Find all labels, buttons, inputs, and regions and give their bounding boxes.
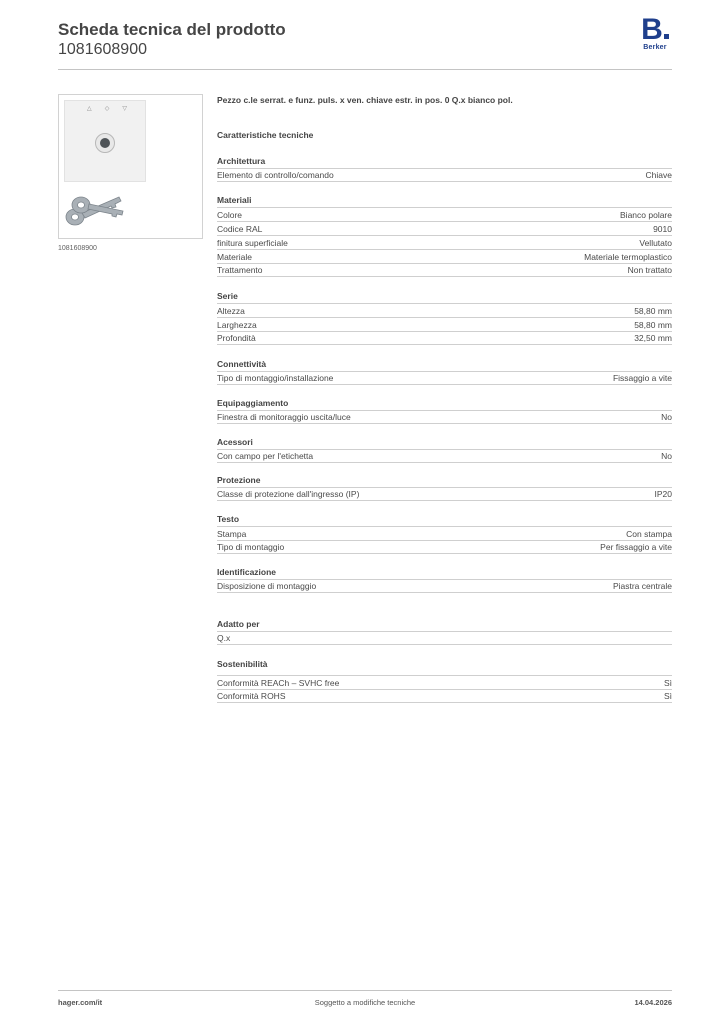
group-title-equipaggiamento: Equipaggiamento: [217, 398, 289, 408]
plate-symbols: [87, 105, 127, 112]
spec-value: Bianco polare: [620, 209, 672, 220]
group-title-testo: Testo: [217, 514, 240, 524]
spec-label: Disposizione di montaggio: [217, 581, 317, 591]
spec-value: IP20: [654, 489, 672, 499]
spec-value: Sì: [663, 691, 672, 701]
group-title-acessori: Acessori: [217, 437, 253, 447]
spec-value: Non trattato: [627, 265, 672, 275]
spec-row: [217, 168, 672, 182]
spec-row: [217, 317, 672, 331]
group-title-sostenibilita: Sostenibilità: [217, 659, 268, 669]
spec-value: Vellutato: [639, 237, 672, 248]
spec-row: [217, 303, 672, 317]
spec-row: [217, 371, 672, 385]
spec-row: [217, 579, 672, 593]
product-image: [58, 94, 203, 239]
spec-label: Codice RAL: [217, 223, 263, 234]
spec-value: Chiave: [645, 170, 672, 180]
spec-label: Con campo per l'etichetta: [217, 451, 314, 461]
spec-row: [217, 526, 672, 540]
spec-label: Conformità ROHS: [217, 691, 286, 701]
spec-label: Stampa: [217, 528, 247, 539]
spec-value: 32,50 mm: [634, 333, 672, 343]
spec-label: finitura superficiale: [217, 237, 288, 248]
spec-value: 58,80 mm: [634, 305, 672, 316]
page-header: [58, 13, 672, 68]
spec-label: Q.x: [217, 633, 231, 643]
image-caption: 1081608900: [58, 245, 97, 252]
spec-row: [217, 449, 672, 463]
spec-value: Per fissaggio a vite: [600, 542, 672, 552]
spec-row: [217, 540, 672, 554]
header-divider: [58, 69, 672, 70]
spec-value: Piastra centrale: [612, 581, 672, 591]
spec-label: Larghezza: [217, 319, 257, 330]
spec-row: [217, 331, 672, 345]
group-title-adatto-per: Adatto per: [217, 619, 260, 629]
up-arrow-icon: △: [87, 106, 92, 112]
spec-value: 9010: [653, 223, 672, 234]
spec-row: [217, 689, 672, 703]
spec-label: Profondità: [217, 333, 256, 343]
footer-divider: [58, 990, 672, 991]
spec-value: No: [661, 412, 672, 422]
spec-label: Materiale: [217, 251, 252, 262]
spec-row: [217, 487, 672, 501]
group-title-identificazione: Identificazione: [217, 567, 277, 577]
group-title-connettivita: Connettività: [217, 359, 267, 369]
spec-label: Finestra di monitoraggio uscita/luce: [217, 412, 351, 422]
page-title: Scheda tecnica del prodotto: [58, 20, 286, 39]
spec-row: [217, 235, 672, 249]
group-title-materiali: Materiali: [217, 195, 252, 205]
spec-value: Fissaggio a vite: [612, 373, 672, 383]
spec-value: Con stampa: [626, 528, 672, 539]
stop-icon: ◇: [104, 106, 110, 112]
spec-label: Classe di protezione dall'ingresso (IP): [217, 489, 360, 499]
spec-label: Colore: [217, 209, 243, 220]
spec-value: Sì: [663, 677, 672, 688]
spec-row: [217, 249, 672, 263]
switch-plate-image: [64, 100, 146, 182]
product-code: 1081608900: [58, 41, 147, 58]
spec-row: [217, 675, 672, 689]
group-title-protezione: Protezione: [217, 475, 261, 485]
spec-label: Trattamento: [217, 265, 263, 275]
berker-logo: [638, 13, 672, 51]
footer-date: 14.04.2026: [634, 998, 672, 1007]
spec-label: Elemento di controllo/comando: [217, 170, 334, 180]
logo-letter: B: [638, 16, 672, 44]
spec-value: 58,80 mm: [634, 319, 672, 330]
group-title-serie: Serie: [217, 291, 238, 301]
spec-value: Materiale termoplastico: [584, 251, 672, 262]
group-title-architettura: Architettura: [217, 156, 266, 166]
spec-value: No: [661, 451, 672, 461]
spec-label: Tipo di montaggio: [217, 542, 285, 552]
spec-row: [217, 631, 672, 645]
footer-website[interactable]: hager.com/it: [58, 998, 103, 1007]
spec-row: [217, 207, 672, 221]
spec-row: [217, 221, 672, 235]
footer-note: Soggetto a modifiche tecniche: [314, 998, 416, 1007]
spec-label: Conformità REACh – SVHC free: [217, 677, 340, 688]
spec-label: Tipo di montaggio/installazione: [217, 373, 334, 383]
keys-icon: [61, 187, 127, 233]
spec-label: Altezza: [217, 305, 245, 316]
product-description: Pezzo c.le serrat. e funz. puls. x ven. chiave estr. in pos. 0 Q.x bianco pol.: [217, 95, 513, 105]
logo-text: Berker: [643, 44, 667, 51]
down-arrow-icon: ▽: [122, 106, 127, 112]
spec-row: [217, 263, 672, 277]
spec-row: [217, 410, 672, 424]
section-title: Caratteristiche tecniche: [217, 130, 314, 140]
key-lock-icon: [95, 133, 115, 153]
